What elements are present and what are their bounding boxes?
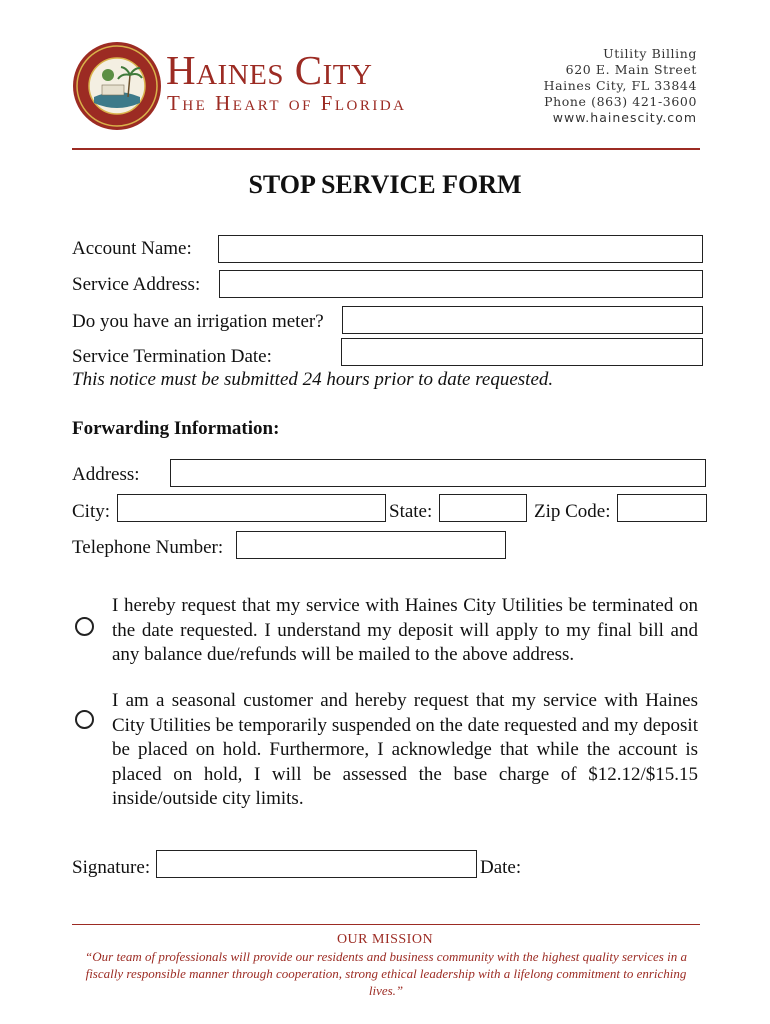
zip-code-label: Zip Code: [534,501,611,522]
brand-title: Haines City [166,47,373,93]
city-label: City: [72,501,111,522]
header-divider [72,148,700,150]
signature-label: Signature: [72,857,151,878]
date-label: Date: [480,857,522,878]
irrigation-meter-label: Do you have an irrigation meter? [72,311,324,332]
termination-date-label: Service Termination Date: [72,346,272,367]
form-title: STOP SERVICE FORM [248,170,522,199]
street-address: 620 E. Main Street [565,62,697,77]
contact-block [544,46,697,126]
state-field[interactable] [439,494,527,522]
website-link[interactable]: www.hainescity.com [552,110,697,125]
state-label: State: [389,501,433,522]
terminate-service-radio[interactable] [75,617,94,636]
termination-date-field[interactable] [341,338,703,366]
forwarding-address-label: Address: [72,464,140,485]
signature-field[interactable] [156,850,477,878]
account-name-label: Account Name: [72,238,192,259]
submission-notice: This notice must be submitted 24 hours prior to date requested. [72,369,554,390]
city-state-zip: Haines City, FL 33844 [543,78,697,93]
mission-statement: “Our team of professionals will provide our residents and business community with the highest quality services in a fiscally responsible manner through cooperation, strong ethical leadership with a lifelong commitment to enriching lives.” [85,949,687,998]
seasonal-suspend-text: I am a seasonal customer and hereby request that my service with Haines City Utilities be temporarily suspended on the date requested and my deposit be placed on hold. Furthermore, I acknowledge that while the account is placed on hold, I will be assessed the base charge of $12.12/$15.15 inside/outside city limits. [112,690,698,809]
irrigation-meter-field[interactable] [342,306,703,334]
service-address-field[interactable] [219,270,703,298]
telephone-field[interactable] [236,531,506,559]
telephone-label: Telephone Number: [72,537,224,558]
forwarding-address-field[interactable] [170,459,706,487]
city-field[interactable] [117,494,386,522]
mission-heading: OUR MISSION [336,932,434,947]
brand-subtitle: The Heart of Florida [167,91,407,115]
footer-divider [72,924,700,925]
dept-name: Utility Billing [603,46,697,61]
zip-code-field[interactable] [617,494,707,522]
city-seal-logo [72,41,162,131]
forwarding-heading: Forwarding Information: [72,418,280,439]
phone-number: Phone (863) 421-3600 [544,94,697,109]
account-name-field[interactable] [218,235,703,263]
service-address-label: Service Address: [72,274,201,295]
terminate-service-text: I hereby request that my service with Haines City Utilities be terminated on the date requested. I understand my deposit will apply to my final bill and any balance due/refunds will be mailed to the above address. [112,595,698,665]
seasonal-suspend-radio[interactable] [75,710,94,729]
